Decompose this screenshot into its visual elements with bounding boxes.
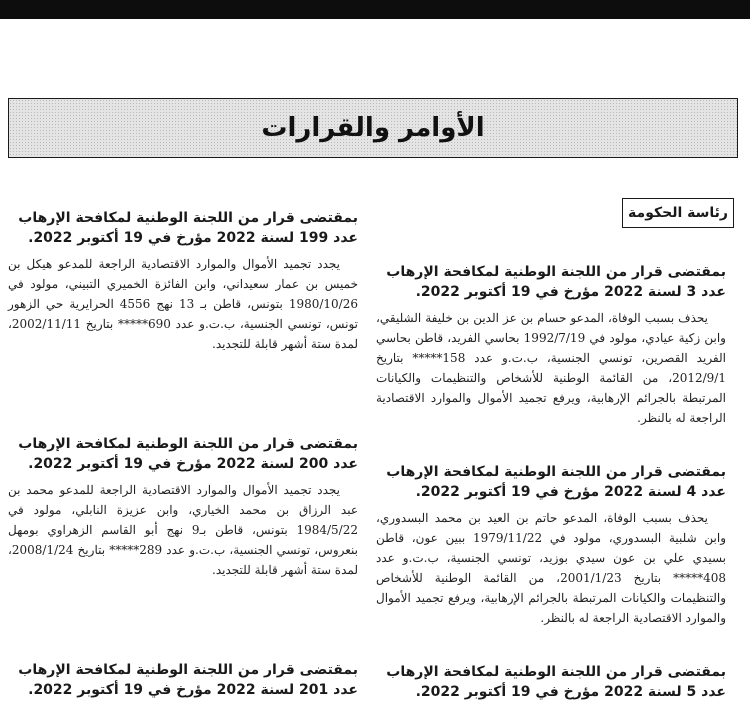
decision-entry-201 <box>8 660 358 700</box>
decision-body: يحذف بسبب الوفاة، المدعو حاتم بن العيد بن محمد البسدوري، وابن شلبية البسدوري، مولود في 1979/11/22 ببين عون، قاطن بسيدي علي بن عون سيدي بوزيد، تونسي الجنسية، ب.ت.و عدد 408***** بتاريخ 2001/1/23، من القائمة الوطنية للأشخاص والتنظيمات والكيانات المرتبطة بالجرائم الإرهابية، ويرفع تجميد الأموال والموارد الاقتصادية الراجعة له بالنظر. <box>376 511 726 625</box>
section-banner <box>8 98 738 158</box>
decision-heading: بمقتضى قرار من اللجنة الوطنية لمكافحة الإرهاب عدد 199 لسنة 2022 مؤرخ في 19 أكتوبر 2022. <box>18 210 358 246</box>
decision-heading: بمقتضى قرار من اللجنة الوطنية لمكافحة الإرهاب عدد 200 لسنة 2022 مؤرخ في 19 أكتوبر 2022. <box>18 436 358 472</box>
decision-body: يجدد تجميد الأموال والموارد الاقتصادية الراجعة للمدعو هيكل بن خميس بن عمار سعيداني، وابن الفائزة الخميري التبيني، مولود في 1980/10/26 بتونس، قاطن بـ 13 نهج 4556 الحرايرية حي الزهور تونس، تونسي الجنسية، ب.ت.و عدد 690***** بتاريخ 2002/11/11، لمدة ستة أشهر قابلة للتجديد. <box>8 257 358 351</box>
section-title-box <box>622 198 734 228</box>
banner-title: الأوامر والقرارات <box>261 113 485 143</box>
decision-heading: بمقتضى قرار من اللجنة الوطنية لمكافحة الإرهاب عدد 5 لسنة 2022 مؤرخ في 19 أكتوبر 2022. <box>386 664 726 700</box>
section-title: رئاسة الحكومة <box>628 205 728 221</box>
top-edge-bar <box>0 0 750 19</box>
decision-body: يحذف بسبب الوفاة، المدعو حسام بن عز الدين بن خليفة الشليقي، وابن زكية عيادي، مولود في 1992/7/19 بحاسي الفريد، قاطن بحاسي الفريد القصرين، تونسي الجنسية، ب.ت.و عدد 158***** بتاريخ 2012/9/1، من القائمة الوطنية للأشخاص والتنظيمات والكيانات المرتبطة بالجرائم الإرهابية، ويرفع تجميد الأموال والموارد الاقتصادية الراجعة له بالنظر. <box>376 311 726 425</box>
decision-entry-3 <box>376 262 726 428</box>
decision-entry-4 <box>376 462 726 628</box>
decision-heading: بمقتضى قرار من اللجنة الوطنية لمكافحة الإرهاب عدد 4 لسنة 2022 مؤرخ في 19 أكتوبر 2022. <box>386 464 726 500</box>
decision-heading: بمقتضى قرار من اللجنة الوطنية لمكافحة الإرهاب عدد 3 لسنة 2022 مؤرخ في 19 أكتوبر 2022. <box>386 264 726 300</box>
decision-entry-199 <box>8 208 358 354</box>
decision-body: يجدد تجميد الأموال والموارد الاقتصادية الراجعة للمدعو محمد بن عبد الرزاق بن محمد الخياري، وابن عزيزة النابلي، مولود في 1984/5/22 بتونس، قاطن بـ9 نهج أبو القاسم الزهراوي بومهل بنعروس، تونسي الجنسية، ب.ت.و عدد 289***** بتاريخ 2008/1/24، لمدة ستة أشهر قابلة للتجديد. <box>8 483 358 577</box>
decision-heading: بمقتضى قرار من اللجنة الوطنية لمكافحة الإرهاب عدد 201 لسنة 2022 مؤرخ في 19 أكتوبر 2022. <box>18 662 358 698</box>
decision-entry-200 <box>8 434 358 580</box>
decision-entry-5 <box>376 662 726 702</box>
